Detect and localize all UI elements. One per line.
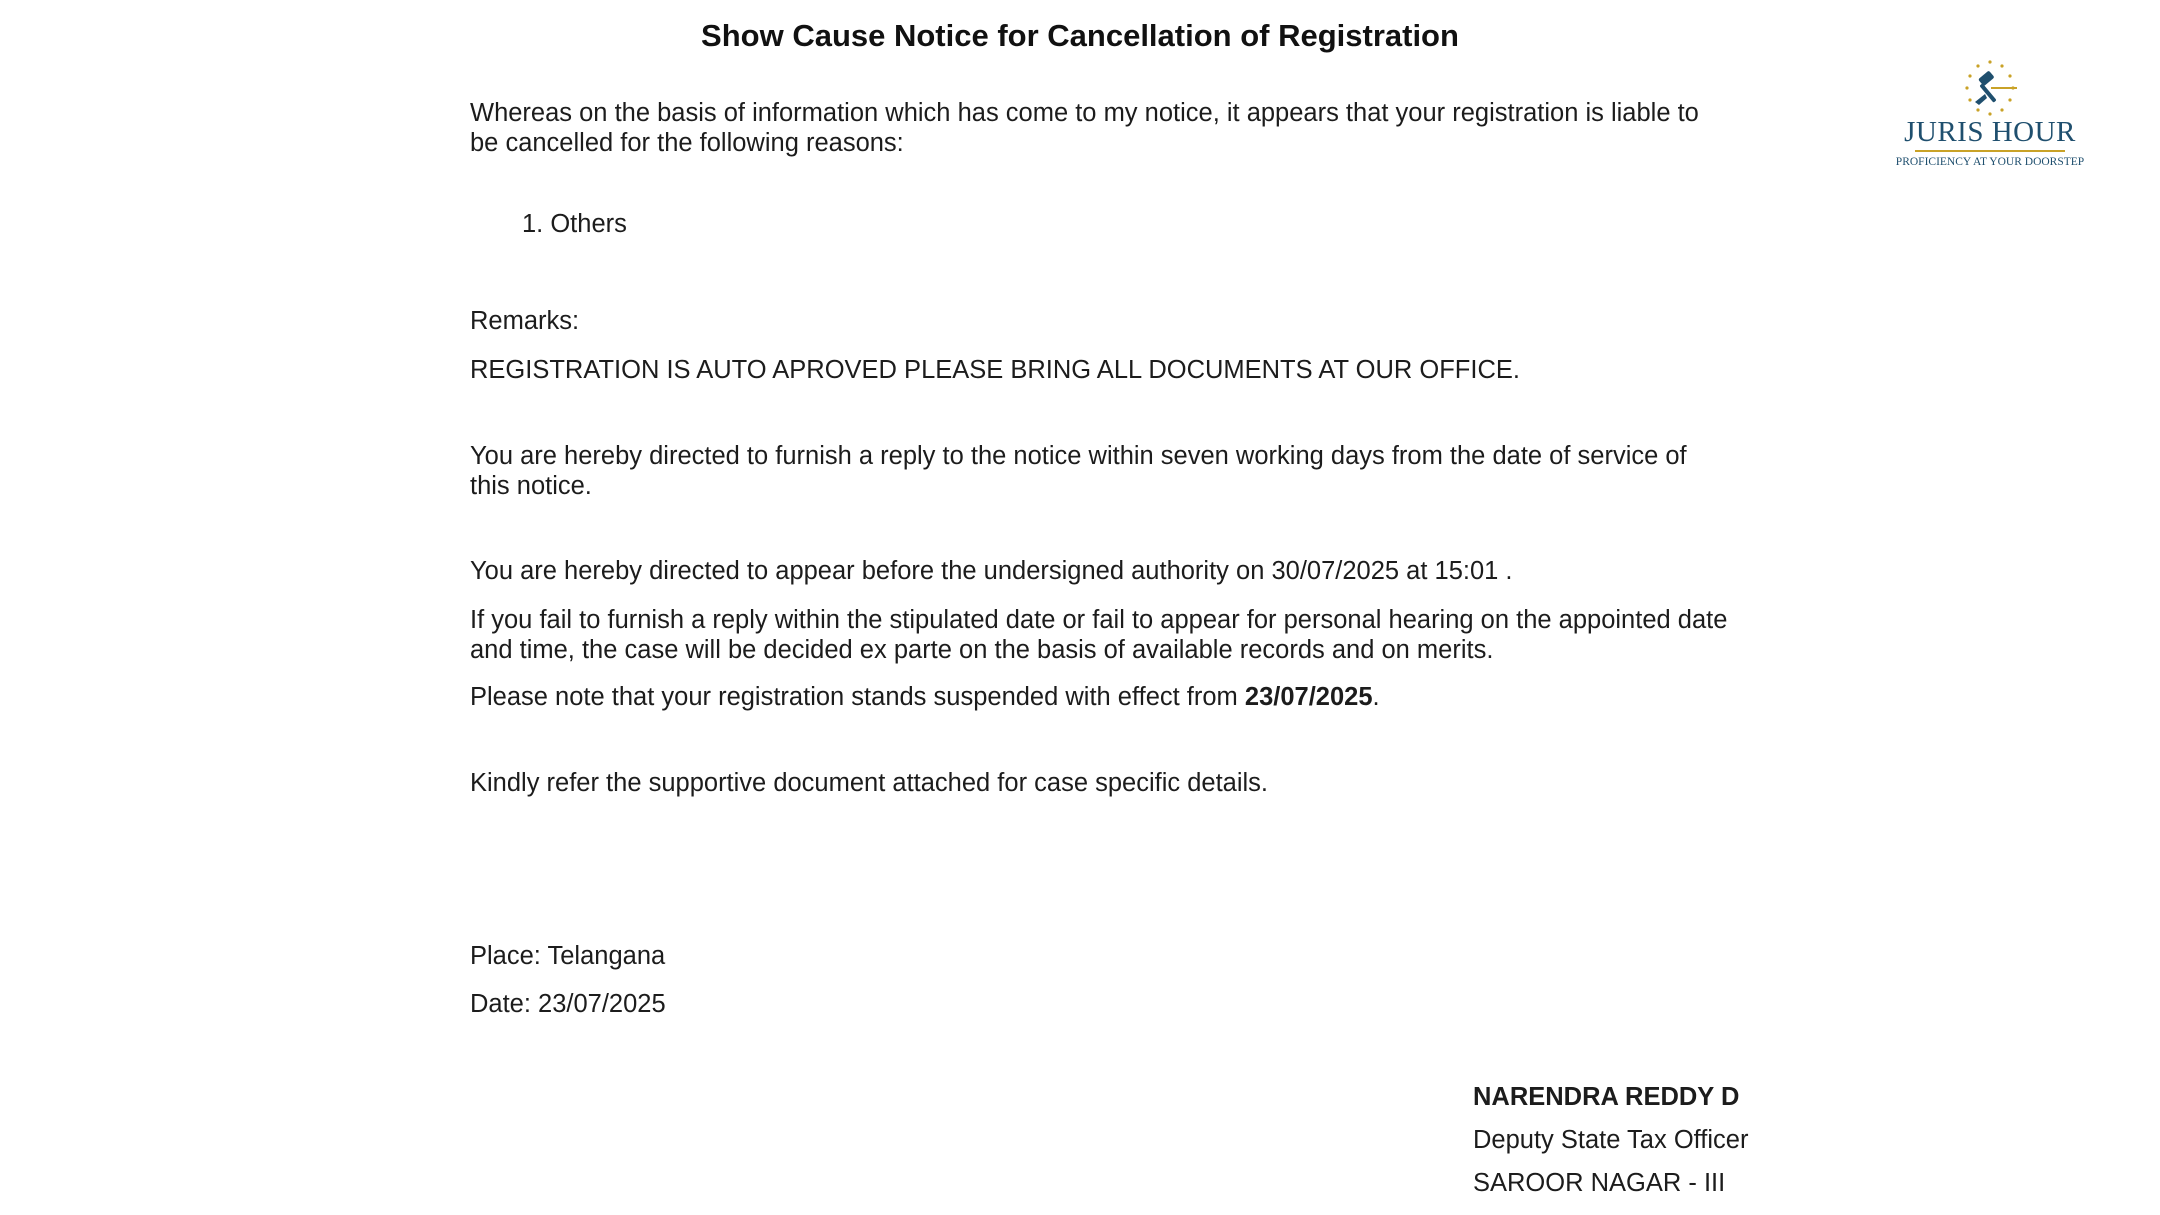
date-line: Date: 23/07/2025 xyxy=(470,990,666,1018)
signatory-designation: Deputy State Tax Officer xyxy=(1473,1126,1749,1154)
logo-tagline: PROFICIENCY AT YOUR DOORSTEP xyxy=(1895,156,2085,168)
reason-item: 1. Others xyxy=(522,210,627,238)
remarks-text: REGISTRATION IS AUTO APROVED PLEASE BRING ALL DOCUMENTS AT OUR OFFICE. xyxy=(470,356,1520,384)
place-line: Place: Telangana xyxy=(470,942,666,970)
reply-paragraph xyxy=(470,441,1760,501)
intro-paragraph xyxy=(470,98,1760,158)
reply-line-1: You are hereby directed to furnish a reply to the notice within seven working days from the date of service of xyxy=(470,442,1687,470)
suspension-suffix: . xyxy=(1372,683,1380,711)
logo-name: JURIS HOUR xyxy=(1904,116,2076,148)
suspension-date: 23/07/2025 xyxy=(1244,683,1373,711)
fail-paragraph xyxy=(470,605,1760,665)
fail-line-2: and time, the case will be decided ex parte on the basis of available records and on merits. xyxy=(470,636,1494,664)
gavel-icon xyxy=(1955,58,2025,118)
remarks-label: Remarks: xyxy=(470,307,580,335)
fail-line-1: If you fail to furnish a reply within the stipulated date or fail to appear for personal hearing on the appointed date xyxy=(470,606,1728,634)
suspension-paragraph xyxy=(470,682,1760,712)
appear-paragraph: You are hereby directed to appear before the undersigned authority on 30/07/2025 at 15:01 . xyxy=(470,557,1513,585)
logo-divider xyxy=(1915,150,2065,152)
suspension-prefix: Please note that your registration stands suspended with effect from xyxy=(470,683,1245,711)
intro-line-1: Whereas on the basis of information which has come to my notice, it appears that your registration is liable to xyxy=(470,99,1699,127)
intro-line-2: be cancelled for the following reasons: xyxy=(470,129,904,157)
signatory-office: SAROOR NAGAR - III xyxy=(1473,1169,1726,1197)
reply-line-2: this notice. xyxy=(470,472,592,500)
juris-hour-logo xyxy=(1880,58,2100,188)
signatory-name: NARENDRA REDDY D xyxy=(1473,1083,1740,1111)
notice-title: Show Cause Notice for Cancellation of Registration xyxy=(701,18,1459,53)
refer-paragraph: Kindly refer the supportive document attached for case specific details. xyxy=(470,769,1269,797)
